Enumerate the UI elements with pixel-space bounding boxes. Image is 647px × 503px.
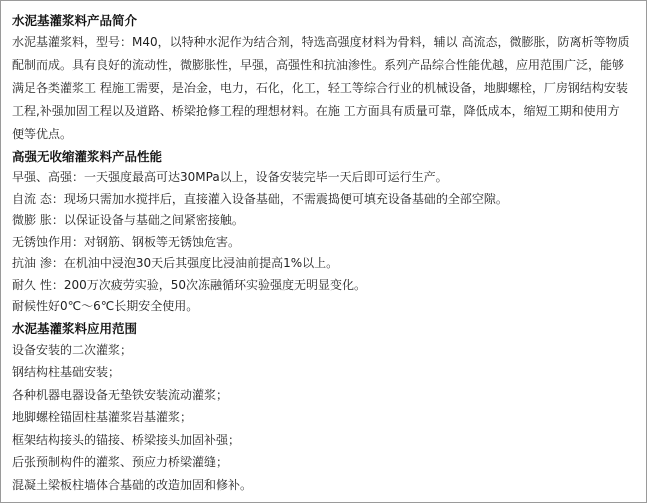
performance-heading: 高强无收缩灌浆料产品性能 [12, 149, 163, 164]
performance-item: 微膨 胀：以保证设备与基础之间紧密接触。 [12, 213, 244, 227]
performance-item: 自流 态：现场只需加水搅拌后，直接灌入设备基础，不需震捣便可填充设备基础的全部空隙。 [12, 191, 508, 206]
application-item: 地脚螺栓锚固柱基灌浆岩基灌浆； [12, 410, 193, 424]
performance-item: 抗油 渗：在机油中浸泡30天后其强度比浸油前提高1%以上。 [12, 256, 339, 270]
performance-item: 早强、高强：一天强度最高可达30MPa以上，设备安装完毕一天后即可运行生产。 [12, 170, 448, 184]
application-list [12, 339, 636, 497]
application-heading: 水泥基灌浆料应用范围 [12, 320, 138, 336]
performance-item: 耐久 性：200万次疲劳实验，50次冻融循环实验强度无明显变化。 [12, 277, 366, 292]
intro-paragraph [12, 31, 636, 146]
intro-line: 配制而成。具有良好的流动性，微膨胀性，早强，高强性和抗油渗性。系列产品综合性能优越，应用范围广泛，能够 [12, 58, 625, 72]
performance-list [12, 167, 636, 318]
application-item: 设备安装的二次灌浆； [12, 342, 133, 357]
intro-line: 水泥基灌浆料，型号：M40，以特种水泥作为结合剂，特选高强度材料为骨料，辅以 高流态，微膨胀，防离析等物质 [12, 35, 630, 49]
intro-line: 便等优点。 [12, 127, 73, 141]
application-item: 框架结构接头的锚接、桥梁接头加固补强； [12, 432, 241, 447]
performance-item: 无锈蚀作用：对钢筋、钢板等无锈蚀危害。 [12, 234, 241, 249]
intro-heading: 水泥基灌浆料产品简介 [12, 13, 138, 28]
intro-line: 满足各类灌浆工 程施工需要，是冶金，电力，石化，化工，轻工等综合行业的机械设备，地脚螺栓，厂房钢结构安装 [12, 81, 628, 95]
article-body [1, 1, 646, 496]
performance-item: 耐候性好0℃～6℃长期安全使用。 [12, 299, 199, 313]
application-item: 后张预制构件的灌浆、预应力桥梁灌缝； [12, 455, 229, 469]
intro-line: 工程,补强加固工程以及道路、桥梁抢修工程的理想材料。在施 工方面具有质量可靠，降低成本，缩短工期和使用方 [12, 104, 620, 118]
application-item: 混凝土梁板柱墙体合基础的改造加固和修补。 [12, 477, 253, 492]
application-item: 各种机器电器设备无垫铁安装流动灌浆； [12, 387, 229, 402]
application-item: 钢结构柱基础安装； [12, 365, 121, 379]
